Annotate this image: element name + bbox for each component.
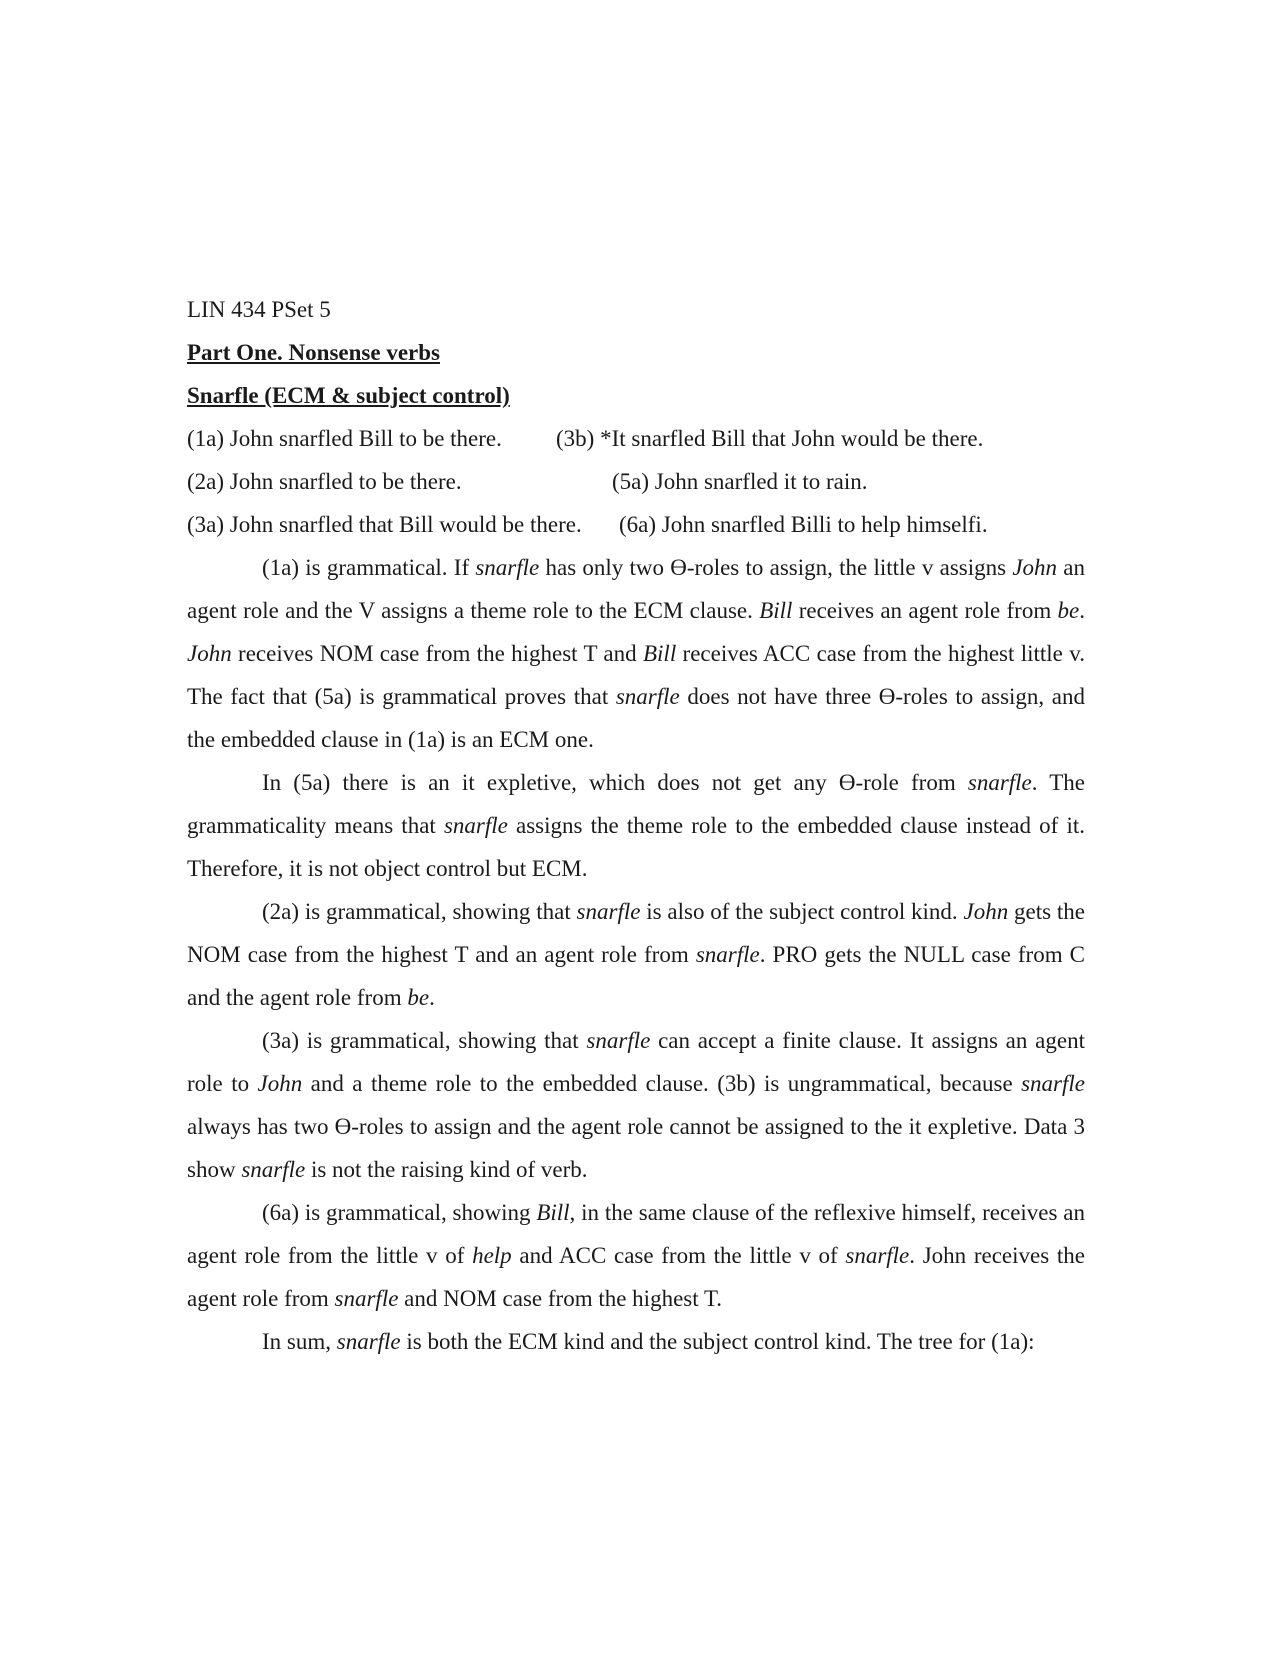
document-page [187, 288, 1085, 1363]
paragraph-6a-analysis: (6a) is grammatical, showing Bill, in the same clause of the reflexive himself, receives an agent role from the little v of help and ACC case from the little v of snarfle. John receives the agent role from snarfle and NOM case from the highest T. [187, 1200, 1085, 1311]
example-row-3 [187, 503, 1085, 546]
example-1a: (1a) John snarfled Bill to be there. [187, 426, 502, 451]
paragraph-5a-analysis: In (5a) there is an it expletive, which does not get any ϴ-role from snarfle. The grammaticality means that snarfle assigns the theme role to the embedded clause instead of it. Therefore, it is not object control but ECM. [187, 770, 1086, 881]
paragraph-2a-analysis: (2a) is grammatical, showing that snarfle is also of the subject control kind. John gets the NOM case from the highest T and an agent role from snarfle. PRO gets the NULL case from C and the agent role from be. [187, 899, 1086, 1010]
example-6a: (6a) John snarfled Billi to help himselfi. [619, 512, 988, 537]
paragraph-summary: In sum, snarfle is both the ECM kind and the subject control kind. The tree for (1a): [262, 1329, 1035, 1354]
example-3a: (3a) John snarfled that Bill would be there. [187, 512, 582, 537]
example-row-2 [187, 460, 1085, 503]
paragraph-1a-analysis: (1a) is grammatical. If snarfle has only two ϴ-roles to assign, the little v assigns John an agent role and the V assigns a theme role to the ECM clause. Bill receives an agent role from be. John receives NOM case from the highest T and Bill receives ACC case from the highest little v. The fact that (5a) is grammatical proves that snarfle does not have three ϴ-roles to assign, and the embedded clause in (1a) is an ECM one. [187, 555, 1085, 752]
example-row-1 [187, 417, 1085, 460]
course-header: LIN 434 PSet 5 [187, 297, 331, 322]
example-2a: (2a) John snarfled to be there. [187, 469, 462, 494]
example-3b: (3b) *It snarfled Bill that John would be there. [556, 426, 984, 451]
section-title: Snarfle (ECM & subject control) [187, 383, 510, 408]
part-title: Part One. Nonsense verbs [187, 340, 440, 365]
example-5a: (5a) John snarfled it to rain. [612, 469, 868, 494]
paragraph-3a-analysis: (3a) is grammatical, showing that snarfle can accept a finite clause. It assigns an agent role to John and a theme role to the embedded clause. (3b) is ungrammatical, because snarfle always has two ϴ-roles to assign and the agent role cannot be assigned to the it expletive. Data 3 show snarfle is not the raising kind of verb. [187, 1028, 1085, 1182]
